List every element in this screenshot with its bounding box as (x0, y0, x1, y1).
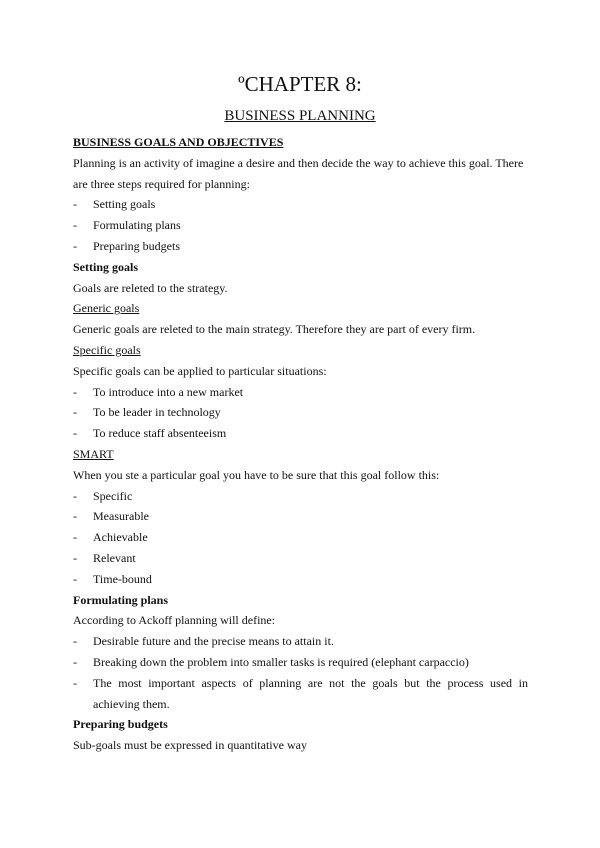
generic-goals-heading: Generic goals (73, 301, 140, 316)
bullet-dash: - (73, 405, 77, 420)
smart-heading: SMART (73, 446, 114, 461)
generic-goals-text: Generic goals are releted to the main strategy. Therefore they are part of every firm. (73, 322, 476, 337)
list-item-text: To reduce staff absenteeism (93, 426, 227, 441)
list-item (73, 236, 528, 257)
document-body (73, 132, 528, 756)
list-item-text: The most important aspects of planning are not the goals but the process used in (93, 675, 528, 690)
list-item-text: Desirable future and the precise means to attain it. (93, 634, 334, 649)
intro-line-2: are three steps required for planning: (73, 176, 250, 191)
list-item (73, 382, 528, 403)
list-item (73, 423, 528, 444)
bullet-dash: - (73, 571, 77, 586)
bullet-dash: - (73, 634, 77, 649)
list-item-text: Formulating plans (93, 218, 181, 233)
section-heading: BUSINESS GOALS AND OBJECTIVES (73, 135, 284, 149)
list-item-text: To be leader in technology (93, 405, 221, 420)
list-item (73, 506, 528, 527)
bullet-dash: - (73, 218, 77, 233)
list-item-text: Specific (93, 488, 133, 503)
list-item-text: To introduce into a new market (93, 384, 244, 399)
bullet-dash: - (73, 675, 77, 690)
list-item (73, 652, 528, 673)
list-item (73, 569, 528, 590)
list-item-text: Relevant (93, 550, 136, 565)
bullet-dash: - (73, 488, 77, 503)
bullet-dash: - (73, 384, 77, 399)
list-item (73, 486, 528, 507)
specific-goals-heading: Specific goals (73, 342, 141, 357)
list-item (73, 548, 528, 569)
list-item-text: Time-bound (93, 571, 152, 586)
bullet-dash: - (73, 654, 77, 669)
setting-goals-text: Goals are releted to the strategy. (73, 280, 228, 295)
smart-text: When you ste a particular goal you have to be sure that this goal follow this: (73, 467, 440, 482)
list-item-text: Breaking down the problem into smaller tasks is required (elephant carpaccio) (93, 654, 469, 669)
specific-goals-text: Specific goals can be applied to particular situations: (73, 363, 327, 378)
list-item (73, 527, 528, 548)
bullet-dash: - (73, 238, 77, 253)
bullet-dash: - (73, 426, 77, 441)
intro-line-1: Planning is an activity of imagine a desire and then decide the way to achieve this goal. There (73, 155, 524, 170)
list-item-text: Preparing budgets (93, 238, 180, 253)
bullet-dash: - (73, 530, 77, 545)
bullet-dash: - (73, 197, 77, 212)
list-item-text: Measurable (93, 509, 149, 524)
formulating-plans-text: According to Ackoff planning will define: (73, 613, 276, 628)
bullet-dash: - (73, 509, 77, 524)
list-item (73, 194, 528, 215)
list-item (73, 673, 528, 694)
list-item-text: Setting goals (93, 197, 156, 212)
bullet-dash: - (73, 550, 77, 565)
formulating-plans-heading: Formulating plans (73, 592, 169, 607)
list-item-text: achieving them. (93, 696, 170, 711)
list-item-text: Achievable (93, 530, 148, 545)
list-item (73, 215, 528, 236)
chapter-subtitle: BUSINESS PLANNING (224, 108, 376, 124)
list-item (73, 631, 528, 652)
chapter-title: ºCHAPTER 8: (238, 72, 362, 96)
list-item (73, 402, 528, 423)
list-item-continuation (73, 694, 528, 715)
preparing-budgets-text: Sub-goals must be expressed in quantitative way (73, 738, 307, 753)
setting-goals-heading: Setting goals (73, 259, 139, 274)
preparing-budgets-heading: Preparing budgets (73, 717, 168, 732)
